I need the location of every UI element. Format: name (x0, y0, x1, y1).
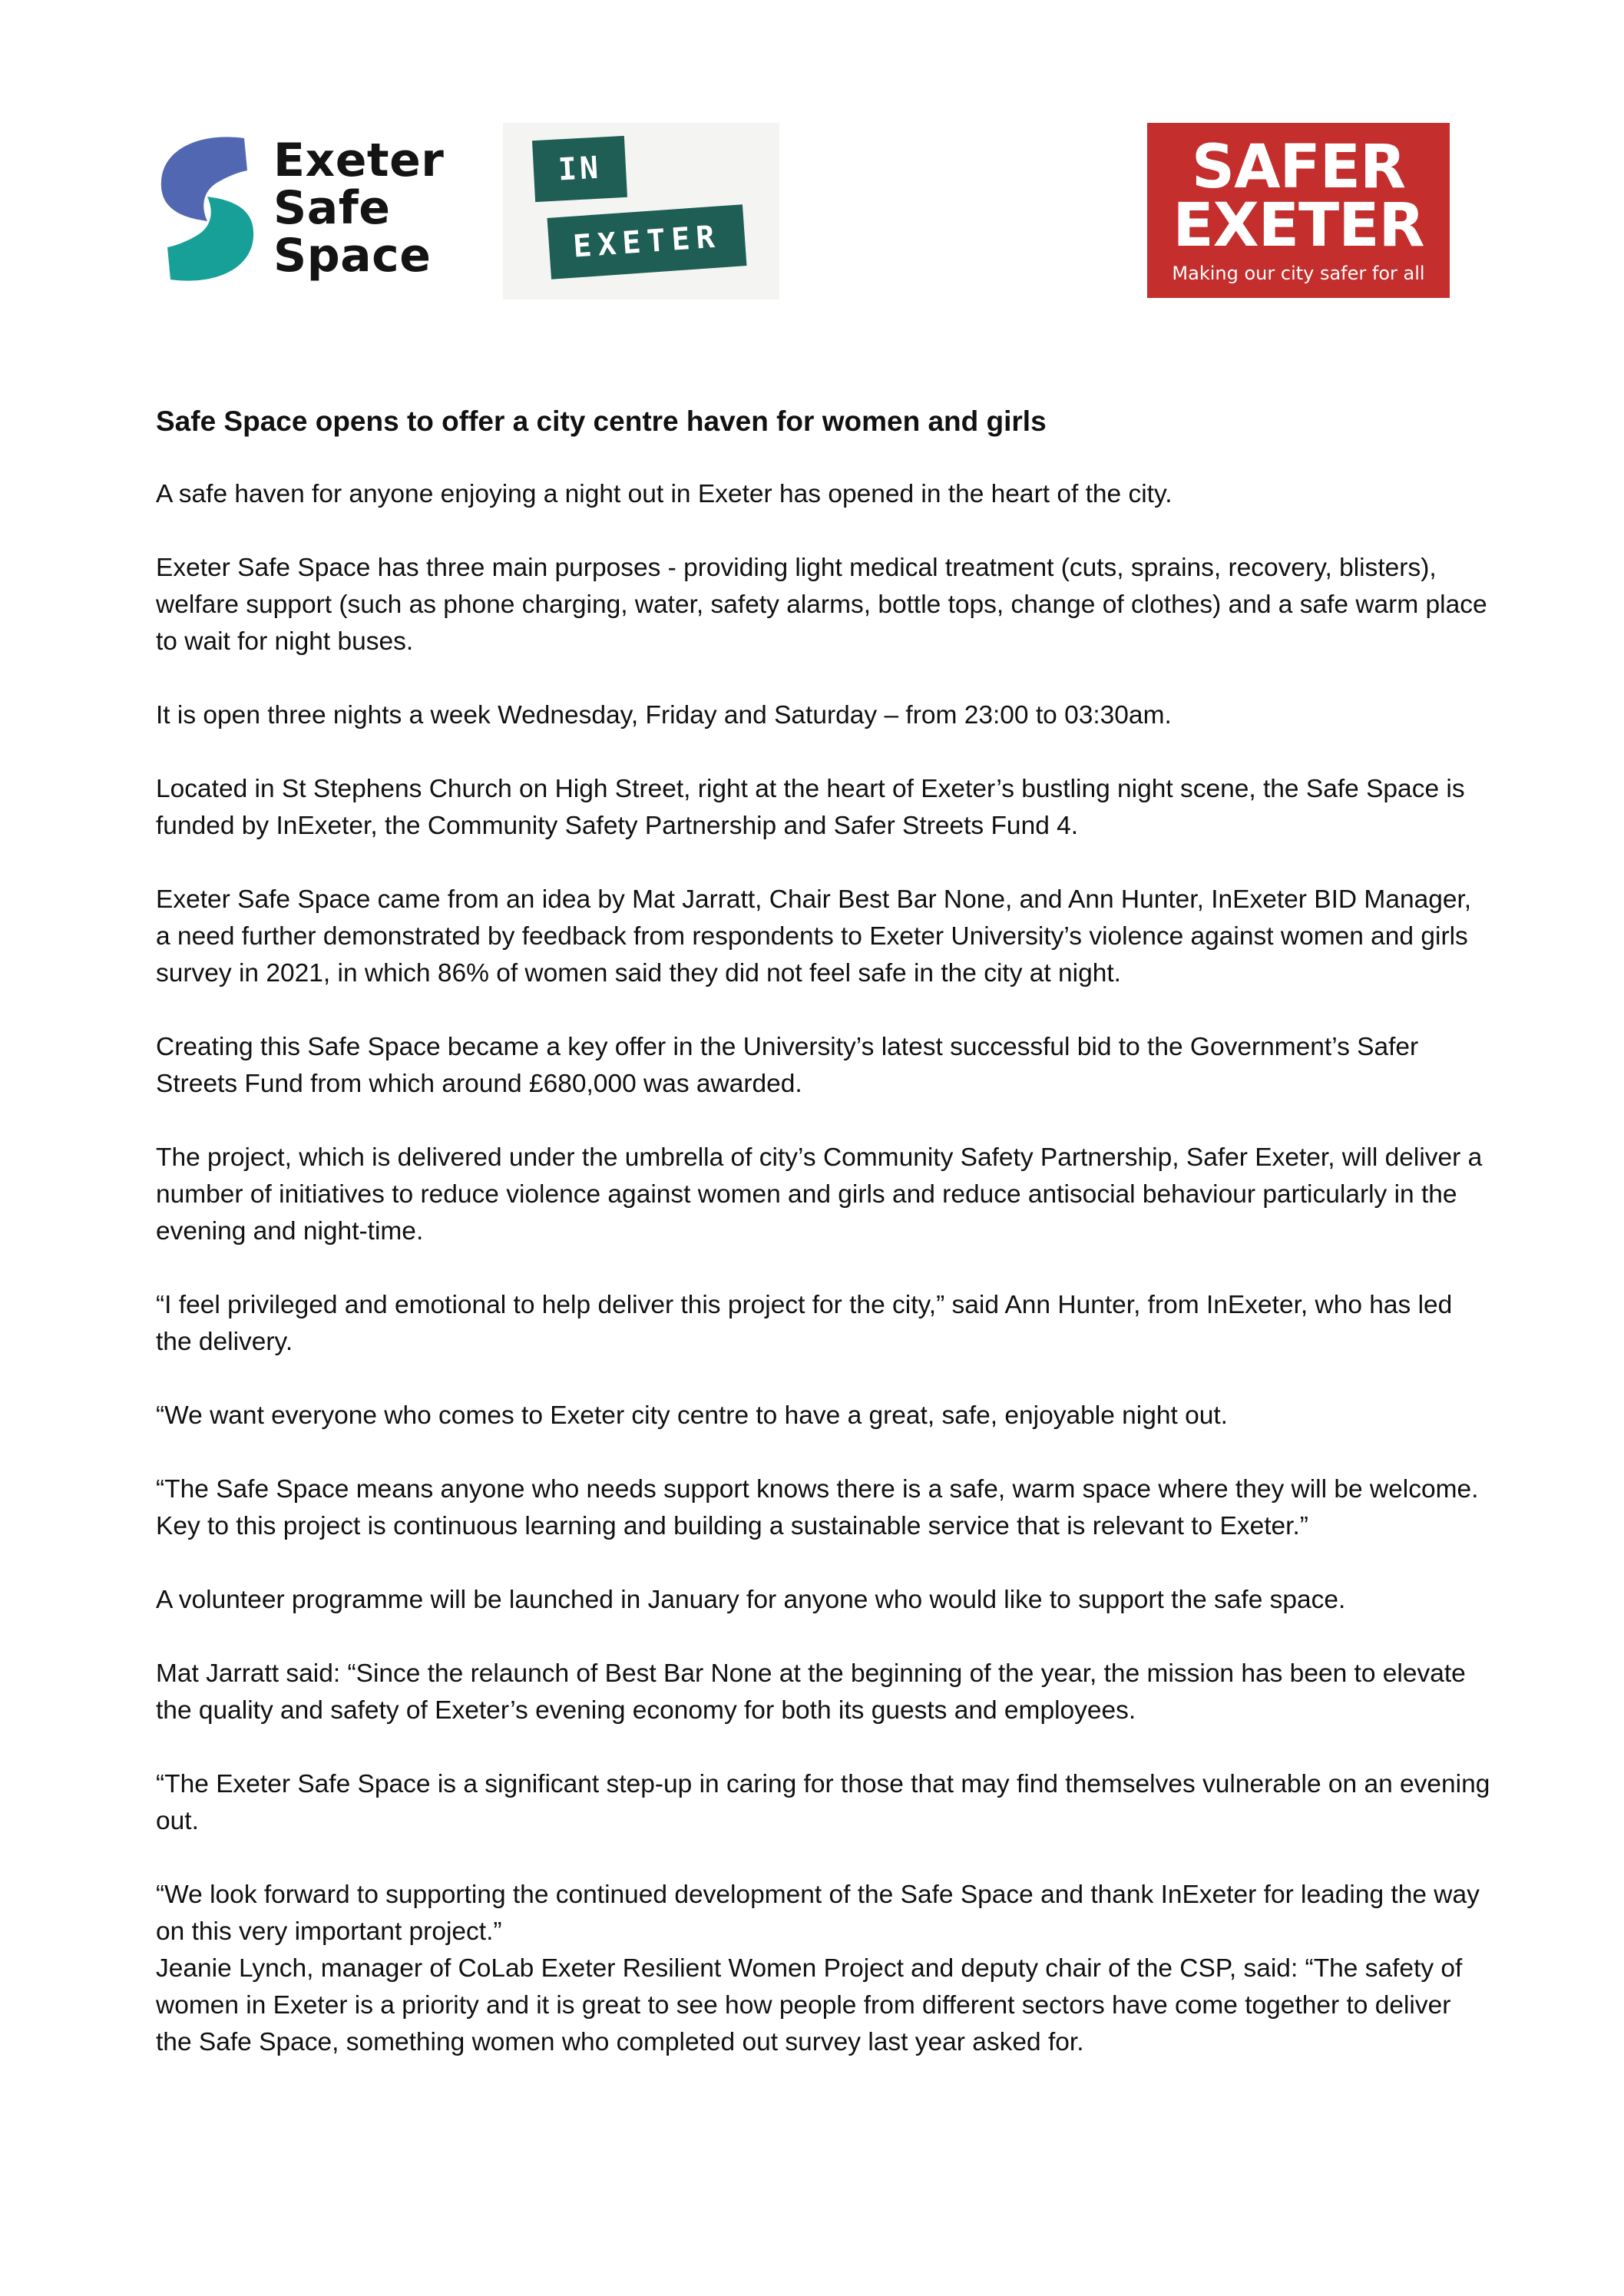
article-paragraph: Exeter Safe Space came from an idea by Mat Jarratt, Chair Best Bar None, and Ann Hunter, InExeter BID Manager, a need further demonstrated by feedback from respondents to Exeter University’s violence against women and girls survey in 2021, in which 86% of women said they did not feel safe in the city at night. (156, 885, 1472, 988)
logo-line-safe: Safe (273, 181, 391, 235)
article-paragraph: “The Safe Space means anyone who needs support knows there is a safe, warm space where they will be welcome. Key to this project is continuous learning and building a sustainable service that is relevant to Exeter.” (156, 1475, 1479, 1540)
article-paragraph: “We want everyone who comes to Exeter city centre to have a great, safe, enjoyable night out. (156, 1401, 1228, 1430)
inexeter-logo-in: IN (532, 136, 627, 202)
article-paragraph: “I feel privileged and emotional to help deliver this project for the city,” said Ann Hunter, from InExeter, who has led the delivery. (156, 1291, 1453, 1356)
safer-exeter-line1: SAFER (1191, 133, 1406, 202)
article-paragraph: “We look forward to supporting the continued development of the Safe Space and thank InExeter for leading the way on this very important project.” (156, 1881, 1480, 1946)
logo-line-exeter: Exeter (273, 134, 445, 187)
press-release-article (156, 403, 1492, 2098)
inexeter-logo-exeter: EXETER (547, 204, 747, 280)
logo-line-space: Space (273, 229, 432, 283)
article-paragraph: “The Exeter Safe Space is a significant step-up in caring for those that may find themselves vulnerable on an evening out. (156, 1770, 1490, 1835)
safer-exeter-tagline: Making our city safer for all (1172, 263, 1425, 284)
article-headline: Safe Space opens to offer a city centre haven for women and girls (156, 405, 1047, 437)
exeter-safe-space-wordmark (273, 134, 445, 283)
article-paragraph: It is open three nights a week Wednesday, Friday and Saturday – from 23:00 to 03:30am. (156, 701, 1172, 729)
article-paragraph: Mat Jarratt said: “Since the relaunch of Best Bar None at the beginning of the year, the mission has been to elevate the quality and safety of Exeter’s evening economy for both its guests and employees. (156, 1659, 1466, 1725)
article-paragraph: Jeanie Lynch, manager of CoLab Exeter Resilient Women Project and deputy chair of the CSP, said: “The safety of women in Exeter is a priority and it is great to see how people from different sectors have come together to deliver the Safe Space, something women who completed out survey last year asked for. (156, 1954, 1463, 2056)
article-paragraph: Located in St Stephens Church on High Street, right at the heart of Exeter’s bustling night scene, the Safe Space is funded by InExeter, the Community Safety Partnership and Safer Streets Fund 4. (156, 775, 1465, 840)
safer-exeter-line2: EXETER (1173, 191, 1424, 260)
article-paragraph: Creating this Safe Space became a key offer in the University’s latest successful bid to the Government’s Safer Streets Fund from which around £680,000 was awarded. (156, 1033, 1419, 1098)
safer-exeter-logo (1147, 123, 1450, 298)
safe-space-s-icon (154, 134, 261, 284)
inexeter-logo (503, 123, 779, 299)
article-paragraph: A volunteer programme will be launched in January for anyone who would like to support the safe space. (156, 1586, 1346, 1614)
article-paragraph: The project, which is delivered under the umbrella of city’s Community Safety Partnership, Safer Exeter, will deliver a number of initiatives to reduce violence against women and girls and reduce antisocial behaviour particularly in the evening and night-time. (156, 1143, 1483, 1246)
article-paragraph: Exeter Safe Space has three main purposes - providing light medical treatment (cuts, sprains, recovery, blisters), welfare support (such as phone charging, water, safety alarms, bottle tops, change of clothes) and a safe warm place to wait for night buses. (156, 554, 1487, 656)
exeter-safe-space-logo (154, 131, 453, 292)
article-paragraph: A safe haven for anyone enjoying a night out in Exeter has opened in the heart of the city. (156, 480, 1173, 508)
